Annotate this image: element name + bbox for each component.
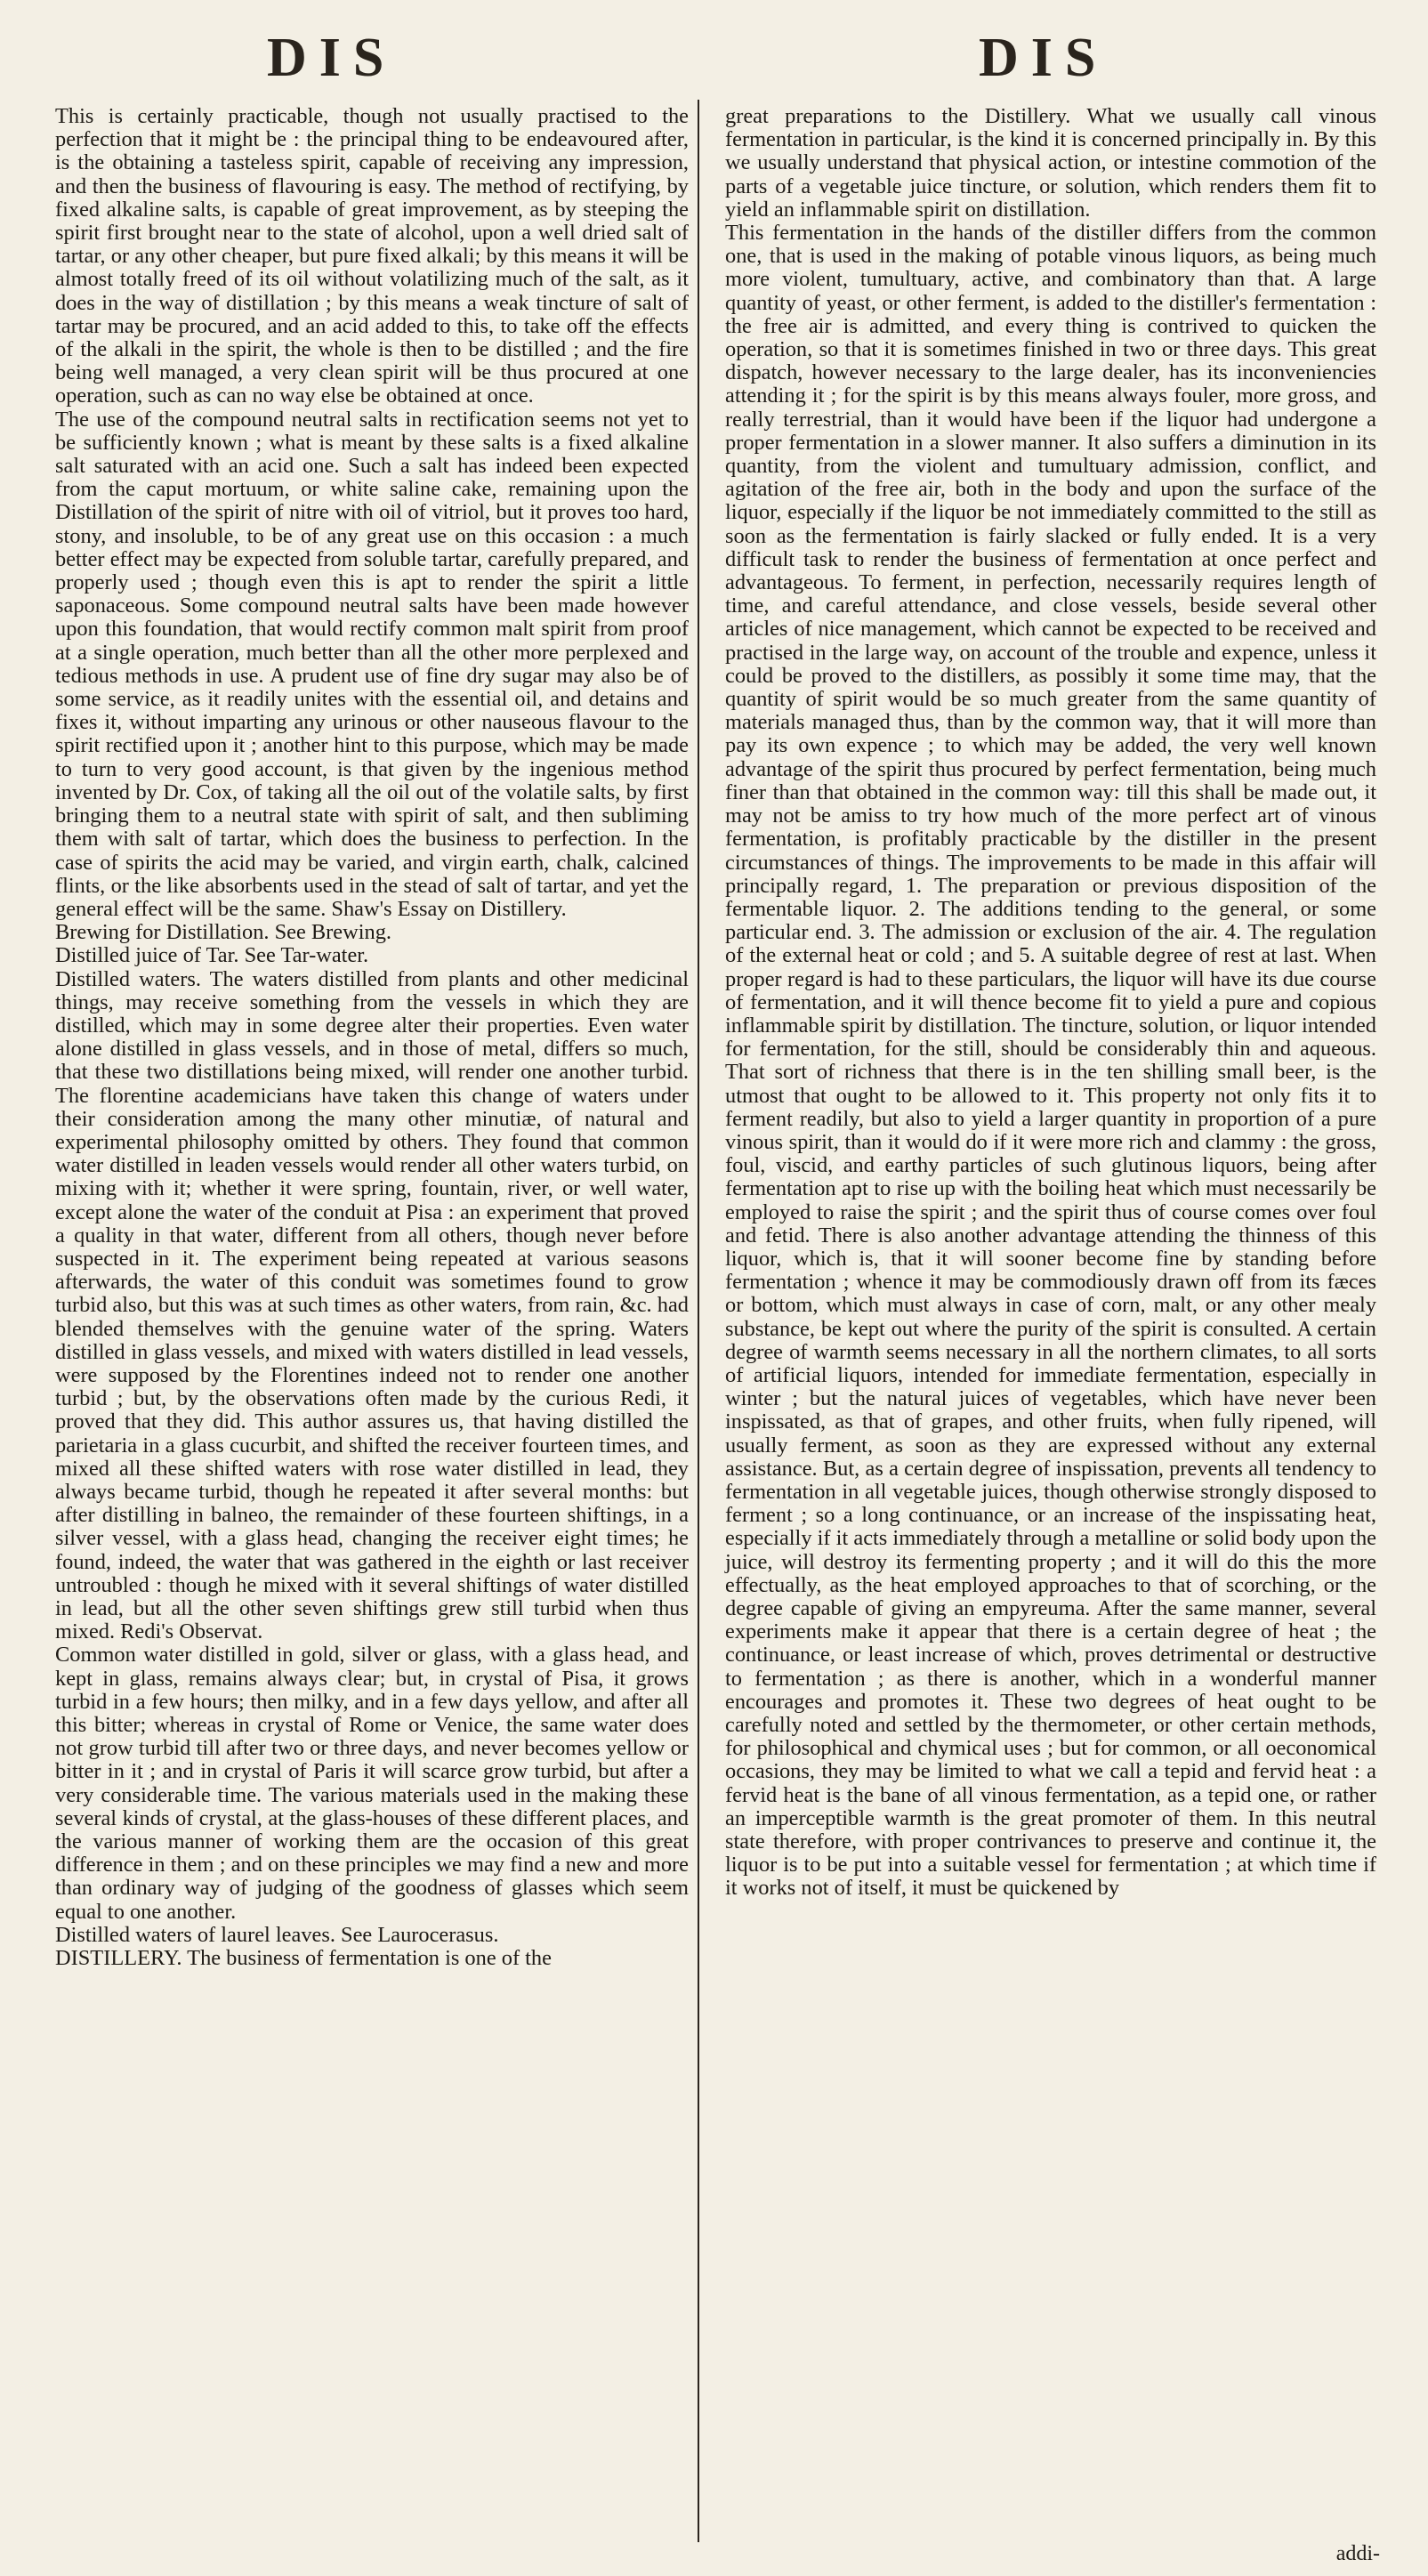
- entry-distilled-waters-laurel: Distilled waters of laurel leaves. See Laurocerasus.: [55, 1922, 499, 1947]
- catchword: addi-: [1335, 2542, 1380, 2565]
- paragraph: This fermentation in the hands of the distiller differs from the common one, that is used in the making of potable vinous liquors, as being much more violent, tumultuary, active, and combinatory than that. A large quantity of yeast, or other ferment, is added to the distiller's fermentation : the free air is admitted, and every thing is contrived to quicken the operation, so that it is sometimes finished in two or three days. This great dispatch, however necessary to the large dealer, has its inconveniencies attending it ; for the spirit is by this means always fouler, more gross, and really terrestrial, than it would have been if the liquor had undergone a proper fermentation in a slower manner. It also suffers a diminution in its quantity, from the violent and tumultuary admission, conflict, and agitation of the free air, both in the body and upon the surface of the liquor, especially if the liquor be not immediately committed to the still as soon as the fermentation is fairly slacked or fully ended. It is a very difficult task to render the business of fermentation at once perfect and advantageous. To ferment, in perfection, necessarily requires length of time, and careful attendance, and close vessels, beside several other articles of nice management, which cannot be expected to be received and practised in the large way, on account of the trouble and expence, unless it could be proved to the distillers, as possibly it some time may, that the quantity of spirit would be so much greater from the same quantity of materials managed thus, than by the common way, that it will more than pay its own expence ; to which may be added, the very well known advantage of the spirit thus procured by perfect fermentation, being much finer than that obtained in the common way: till this shall be made out, it may not be amiss to try how much of the more perfect art of vinous fermentation, is profitably practicable by the distiller in the present circumstances of things. The improvements to be made in this affair will principally regard, 1. The preparation or previous disposition of the fermentable liquor. 2. The additions tending to the general, or some particular end. 3. The admission or exclusion of the air. 4. The regulation of the external heat or cold ; and 5. A suitable degree of rest at last. When proper regard is had to these particulars, the liquor will have its due course of fermentation, and it will thence become fit to yield a pure and copious inflammable spirit by distillation. The tincture, solution, or liquor intended for fermentation, for the still, should be considerably thin and aqueous. That sort of richness that there is in the ten shilling small beer, is the utmost that ought to be allowed to it. This property not only fits it to ferment readily, but also to yield a larger quantity in proportion of a pure vinous spirit, than it would do if it were more rich and clammy : the gross, foul, viscid, and earthy particles of such glutinous liquors, being after fermentation apt to rise up with the boiling heat which must necessarily be employed to raise the spirit ; and the spirit thus of course comes over foul and fetid. There is also another advantage attending the thinness of this liquor, which is, that it will sooner become fine by standing before fermentation ; whence it may be commodiously drawn off from its fæces or bottom, which must always in case of corn, malt, or any other mealy substance, be kept out where the purity of the spirit is consulted. A certain degree of warmth seems necessary in all the northern climates, to all sorts of artificial liquors, intended for immediate fermentation, especially in winter ; but the natural juices of vegetables, which have never been inspissated, as that of grapes, and other fruits, when fully ripened, will usually ferment, as soon as they are expressed without any external assistance. But, as a certain degree of inspissation, prevents all tendency to fermentation in all vegetable juices, though otherwise strongly disposed to ferment ; so a long continuance, or an increase of the inspissating heat, especially if it acts immediately through a metalline or solid body upon the juice, will destroy its fermenting property ; and it will do this the more effectually, as the heat employed approaches to that of scorching, or the degree capable of giving an empyreuma. After the same manner, several experiments make it appear that there is a certain degree of heat ; the continuance, or least increase of which, proves detrimental or destructive to fermentation ; as there is another, which in a wonderful manner encourages and promotes it. These two degrees of heat ought to be carefully noted and settled by the thermometer, or other certain methods, for philosophical and chymical uses ; but for common, or all oeconomical occasions, they may be limited to what we call a tepid and fervid heat : a fervid heat is the bane of all vinous fermentation, as a tepid one, or rather an imperceptible warmth is the great promoter of them. In this neutral state therefore, with proper contrivances to preserve and continue it, the liquor is to be put into a suitable vessel for fermentation ; at which time if it works not of itself, it must be quickened by: [725, 221, 1376, 1901]
- paragraph: This is certainly practicable, though not usually practised to the perfection that it might be : the principal thing to be endeavoured after, is the obtaining a tasteless spirit, capable of receiving any impression, and then the business of flavouring is easy. The method of rectifying, by fixed alkaline salts, is capable of great improvement, as by steeping the spirit first brought near to the state of alcohol, upon a well dried salt of tartar, or any other cheaper, but pure fixed alkali; by this means it will be almost totally freed of its oil without volatilizing much of the salt, as it does in the way of distillation ; by this means a weak tincture of salt of tartar may be procured, and an acid added to this, to take off the effects of the alkali in the spirit, the whole is then to be distilled ; and the fire being well managed, a very clean spirit will be thus procured at one operation, such as can no way else be obtained at once.: [55, 104, 689, 408]
- column-divider: [698, 100, 699, 2542]
- entry-distillery: DISTILLERY. The business of fermentation is one of the: [55, 1946, 552, 1971]
- right-column: [725, 105, 1376, 1901]
- entry-distilled-waters: Distilled waters. The waters distilled from plants and other medicinal things, may receive something from the vessels in which they are distilled, which may in some degree alter their properties. Even water alone distilled in glass vessels, and in those of metal, differs so much, that these two distillations being mixed, will render one another turbid. The florentine academicians have taken this change of waters under their consideration among the many other minutiæ, of natural and experimental philosophy omitted by others. They found that common water distilled in leaden vessels would render all other waters turbid, on mixing with it; whether it were spring, fountain, river, or well water, except alone the water of the conduit at Pisa : an experiment that proved a quality in that water, different from all others, though never before suspected in it. The experiment being repeated at various seasons afterwards, the water of this conduit was sometimes found to grow turbid also, but this was at such times as other waters, from rain, &c. had blended themselves with the genuine water of the spring. Waters distilled in glass vessels, and mixed with waters distilled in lead vessels, were supposed by the Florentines indeed not to render one another turbid ; but, by the observations often made by the curious Redi, it proved that they did. This author assures us, that having distilled the parietaria in a glass cucurbit, and shifted the receiver fourteen times, and mixed all these shifted waters with rose water distilled in lead, they always became turbid, though he repeated it after several months: but after distilling in balneo, the remainder of these fourteen shiftings, in a silver vessel, with a glass head, changing the receiver eight times; he found, indeed, the water that was gathered in the eighth or last receiver untroubled : though he mixed with it several shiftings of water distilled in lead, but all the other seven shiftings grew still turbid when thus mixed. Redi's Observat.: [55, 966, 689, 1644]
- entry-brewing-for-distillation: Brewing for Distillation. See Brewing.: [55, 920, 391, 945]
- entry-distilled-juice-of-tar: Distilled juice of Tar. See Tar-water.: [55, 943, 369, 968]
- left-column: [55, 105, 689, 1970]
- paragraph: Common water distilled in gold, silver or glass, with a glass head, and kept in glass, remains always clear; but, in crystal of Pisa, it grows turbid in a few hours; then milky, and in a few days yellow, and after all this bitter; whereas in crystal of Rome or Venice, the same water does not grow turbid till after two or three days, and never becomes yellow or bitter in it ; and in crystal of Paris it will scarce grow turbid, but after a very considerable time. The various materials used in the making these several kinds of crystal, at the glass-houses of these different places, and the various manner of working them are the occasion of this great difference in them ; and on these principles we may find a new and more than ordinary way of judging of the goodness of glasses which seem equal to one another.: [55, 1643, 689, 1924]
- paragraph: The use of the compound neutral salts in rectification seems not yet to be sufficiently known ; what is meant by these salts is a fixed alkaline salt saturated with an acid one. Such a salt has indeed been expected from the caput mortuum, or white saline cake, remaining upon the Distillation of the spirit of nitre with oil of vitriol, but it proves too hard, stony, and insoluble, to be of any great use on this occasion : a much better effect may be expected from soluble tartar, carefully prepared, and properly used ; though even this is apt to render the spirit a little saponaceous. Some compound neutral salts have been made however upon this foundation, that would rectify common malt spirit from proof at a single operation, much better than all the other more perplexed and tedious methods in use. A prudent use of fine dry sugar may also be of some service, as it readily unites with the essential oil, and detains and fixes it, without imparting any urinous or other nauseous flavour to the spirit rectified upon it ; another hint to this purpose, which may be made to turn to very good account, is that given by the ingenious method invented by Dr. Cox, of taking all the oil out of the volatile salts, by first bringing them to a neutral state with spirit of salt, and then subliming them with salt of tartar, which does the business to perfection. In the case of spirits the acid may be varied, and virgin earth, chalk, calcined flints, or the like absorbents used in the stead of salt of tartar, and yet the general effect will be the same. Shaw's Essay on Distillery.: [55, 407, 689, 921]
- running-head-left: DIS: [267, 28, 397, 88]
- running-head-right: DIS: [979, 28, 1109, 88]
- paragraph: great preparations to the Distillery. What we usually call vinous fermentation in particular, is the kind it is concerned principally in. By this we usually understand that physical action, or intestine commotion of the parts of a vegetable juice tincture, or solution, which renders them fit to yield an inflammable spirit on distillation.: [725, 104, 1376, 222]
